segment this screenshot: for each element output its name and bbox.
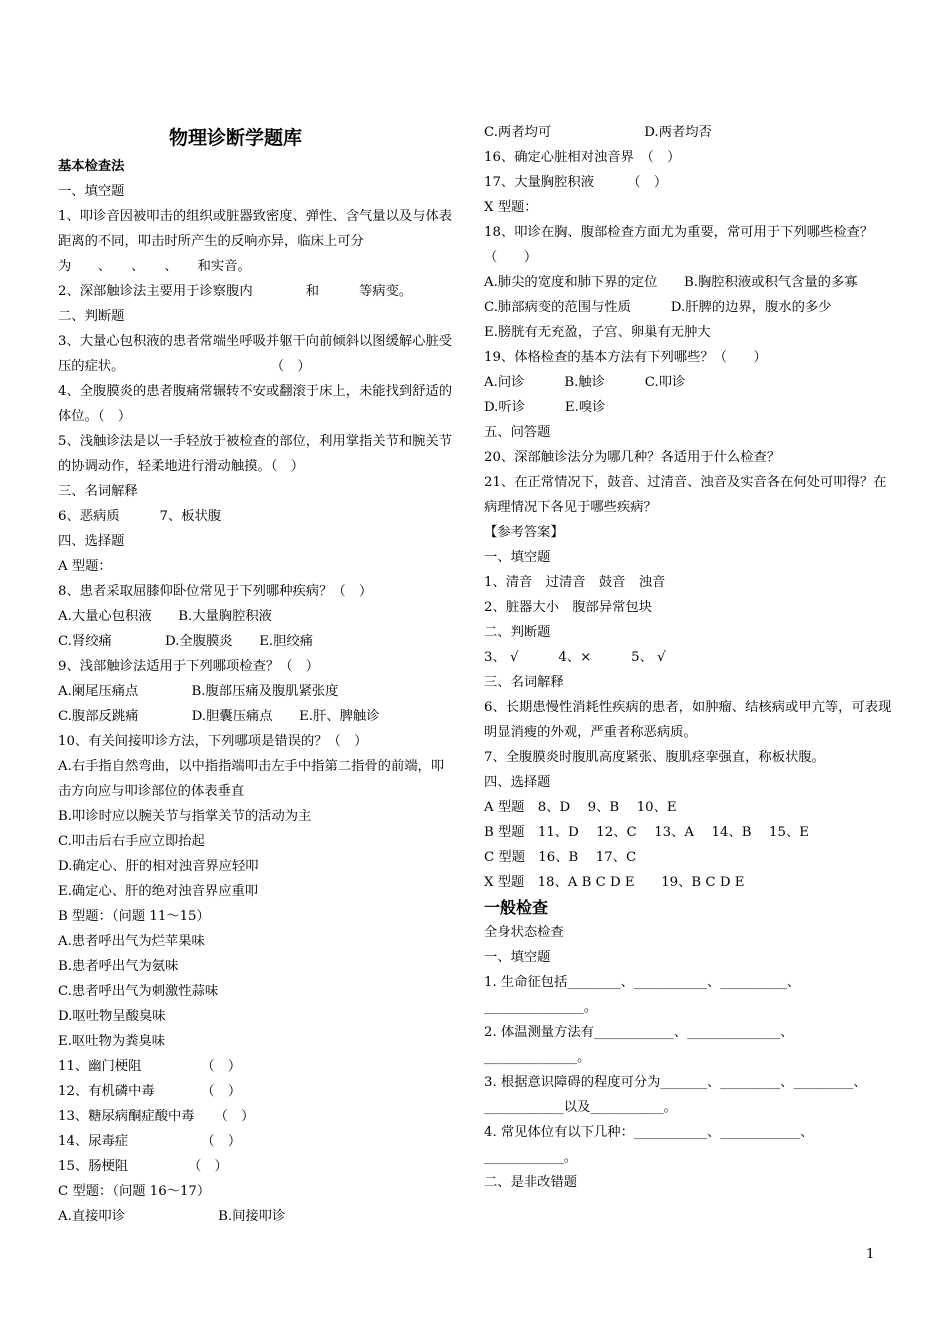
left-line: B 型题：（问题 11～15） xyxy=(58,909,210,924)
left-line: 1、叩诊音因被叩击的组织或脏器致密度、弹性、含气量以及与体表距离的不同，叩击时所产生的反响亦异，临床上可分为 、 、 、 和实音。 xyxy=(58,209,453,274)
left-line: 12、有机磷中毒 （ ） xyxy=(58,1084,242,1099)
left-line: 三、名词解释 xyxy=(58,484,138,499)
right-line: 2、脏器大小 腹部异常包块 xyxy=(484,600,653,615)
left-line: 3、大量心包积液的患者常端坐呼吸并躯干向前倾斜以图缓解心脏受压的症状。 （ ） xyxy=(58,334,453,374)
left-line: C.叩击后右手应立即抬起 xyxy=(58,834,205,849)
left-line: 基本检查法 xyxy=(58,159,125,174)
left-line: 14、尿毒症 （ ） xyxy=(58,1134,242,1149)
right-text-lines xyxy=(484,120,894,1195)
right-column xyxy=(484,120,894,1195)
right-line: 一、填空题 xyxy=(484,550,551,565)
left-line: C.患者呼出气为刺激性蒜味 xyxy=(58,984,219,999)
left-line: 2、深部触诊法主要用于诊察腹内 和 等病变。 xyxy=(58,284,413,299)
right-line: B 型题 11、D 12、C 13、A 14、B 15、E xyxy=(484,825,809,840)
left-line: C.腹部反跳痛 D.胆囊压痛点 E.肝、脾触诊 xyxy=(58,709,380,724)
left-column xyxy=(58,120,453,1229)
right-line: 五、问答题 xyxy=(484,425,551,440)
left-line: E.呕吐物为粪臭味 xyxy=(58,1034,166,1049)
right-line: 一般检查 xyxy=(484,898,549,917)
left-line: A.患者呼出气为烂苹果味 xyxy=(58,934,205,949)
right-line: 16、确定心脏相对浊音界 （ ） xyxy=(484,150,681,165)
page-title: 物理诊断学题库 xyxy=(168,127,302,149)
right-line: 21、在正常情况下，鼓音、过清音、浊音及实音各在何处可叩得？在病理情况下各见于哪些疾病？ xyxy=(484,475,887,515)
left-line: 10、有关间接叩诊方法，下列哪项是错误的？（ ） xyxy=(58,734,368,749)
left-line: 11、幽门梗阻 （ ） xyxy=(58,1059,242,1074)
right-line: 二、判断题 xyxy=(484,625,551,640)
left-line: C 型题：（问题 16～17） xyxy=(58,1184,211,1199)
left-line: 9、浅部触诊法适用于下列哪项检查？（ ） xyxy=(58,659,320,674)
right-line: A.问诊 B.触诊 C.叩诊 xyxy=(484,375,686,390)
left-line: A.右手指自然弯曲，以中指指端叩击左手中指第二指骨的前端，叩击方向应与叩诊部位的体表垂直 xyxy=(58,759,445,799)
left-line: C.肾绞痛 D.全腹膜炎 E.胆绞痛 xyxy=(58,634,314,649)
left-line: D.确定心、肝的相对浊音界应轻叩 xyxy=(58,859,259,874)
right-line: 一、填空题 xyxy=(484,950,551,965)
left-line: 4、全腹膜炎的患者腹痛常辗转不安或翻滚于床上，未能找到舒适的体位。（ ） xyxy=(58,384,453,424)
right-line: 3、 √ 4、× 5、 √ xyxy=(484,650,666,665)
left-line: 13、糖尿病酮症酸中毒 （ ） xyxy=(58,1109,255,1124)
right-line: 3. 根据意识障碍的程度可分为_______、_________、_________、____________以及___________。 xyxy=(484,1075,867,1115)
left-line: B.叩诊时应以腕关节与指掌关节的活动为主 xyxy=(58,809,312,824)
right-line: 17、大量胸腔积液 （ ） xyxy=(484,175,668,190)
left-line: A.阑尾压痛点 B.腹部压痛及腹肌紧张度 xyxy=(58,684,339,699)
left-line: A.直接叩诊 B.间接叩诊 xyxy=(58,1209,286,1224)
right-line: X 型题 18、A B C D E 19、B C D E xyxy=(484,875,745,890)
left-line: 二、判断题 xyxy=(58,309,125,324)
right-line: 全身状态检查 xyxy=(484,925,564,940)
right-line: 7、全腹膜炎时腹肌高度紧张、腹肌痉挛强直，称板状腹。 xyxy=(484,750,825,765)
right-line: 1. 生命征包括________、___________、__________、_______________。 xyxy=(484,975,801,1015)
right-line: 4. 常见体位有以下几种：___________、____________、____________。 xyxy=(484,1125,814,1165)
right-line: E.膀胱有无充盈，子宫、卵巢有无肿大 xyxy=(484,325,711,340)
right-line: A 型题 8、D 9、B 10、E xyxy=(484,800,677,815)
right-line: C.肺部病变的范围与性质 D.肝脾的边界，腹水的多少 xyxy=(484,300,832,315)
left-line: D.呕吐物呈酸臭味 xyxy=(58,1009,166,1024)
left-line: 8、患者采取屈膝仰卧位常见于下列哪种疾病？（ ） xyxy=(58,584,373,599)
left-line: E.确定心、肝的绝对浊音界应重叩 xyxy=(58,884,259,899)
right-line: 18、叩诊在胸、腹部检查方面尤为重要，常可用于下列哪些检查？（ ） xyxy=(484,225,874,265)
right-line: D.听诊 E.嗅诊 xyxy=(484,400,606,415)
right-line: 2. 体温测量方法有____________、______________、______________。 xyxy=(484,1025,794,1065)
right-line: 四、选择题 xyxy=(484,775,551,790)
left-line: A.大量心包积液 B.大量胸腔积液 xyxy=(58,609,272,624)
right-line: 二、是非改错题 xyxy=(484,1175,578,1190)
right-line: 三、名词解释 xyxy=(484,675,564,690)
right-line: C 型题 16、B 17、C xyxy=(484,850,637,865)
right-line: X 型题： xyxy=(484,200,538,215)
right-line: 20、深部触诊法分为哪几种？各适用于什么检查？ xyxy=(484,450,781,465)
left-line: 一、填空题 xyxy=(58,184,125,199)
left-line: B.患者呼出气为氨味 xyxy=(58,959,179,974)
left-line: 5、浅触诊法是以一手轻放于被检查的部位，利用掌指关节和腕关节的协调动作，轻柔地进行滑动触摸。（ ） xyxy=(58,434,453,474)
right-line: 1、清音 过清音 鼓音 浊音 xyxy=(484,575,666,590)
right-line: 6、长期患慢性消耗性疾病的患者，如肿瘤、结核病或甲亢等，可表现明显消瘦的外观，严重者称恶病质。 xyxy=(484,700,892,740)
left-line: 15、肠梗阻 （ ） xyxy=(58,1159,228,1174)
left-line: 6、恶病质 7、板状腹 xyxy=(58,509,222,524)
right-line: 19、体格检查的基本方法有下列哪些？（ ） xyxy=(484,350,767,365)
right-line: C.两者均可 D.两者均否 xyxy=(484,125,712,140)
right-line: 【参考答案】 xyxy=(484,525,564,540)
right-line: A.肺尖的宽度和肺下界的定位 B.胸腔积液或积气含量的多寡 xyxy=(484,275,858,290)
left-line: 四、选择题 xyxy=(58,534,125,549)
left-text-lines xyxy=(58,154,453,1229)
left-line: A 型题： xyxy=(58,559,112,574)
page-number: 1 xyxy=(866,1247,875,1262)
